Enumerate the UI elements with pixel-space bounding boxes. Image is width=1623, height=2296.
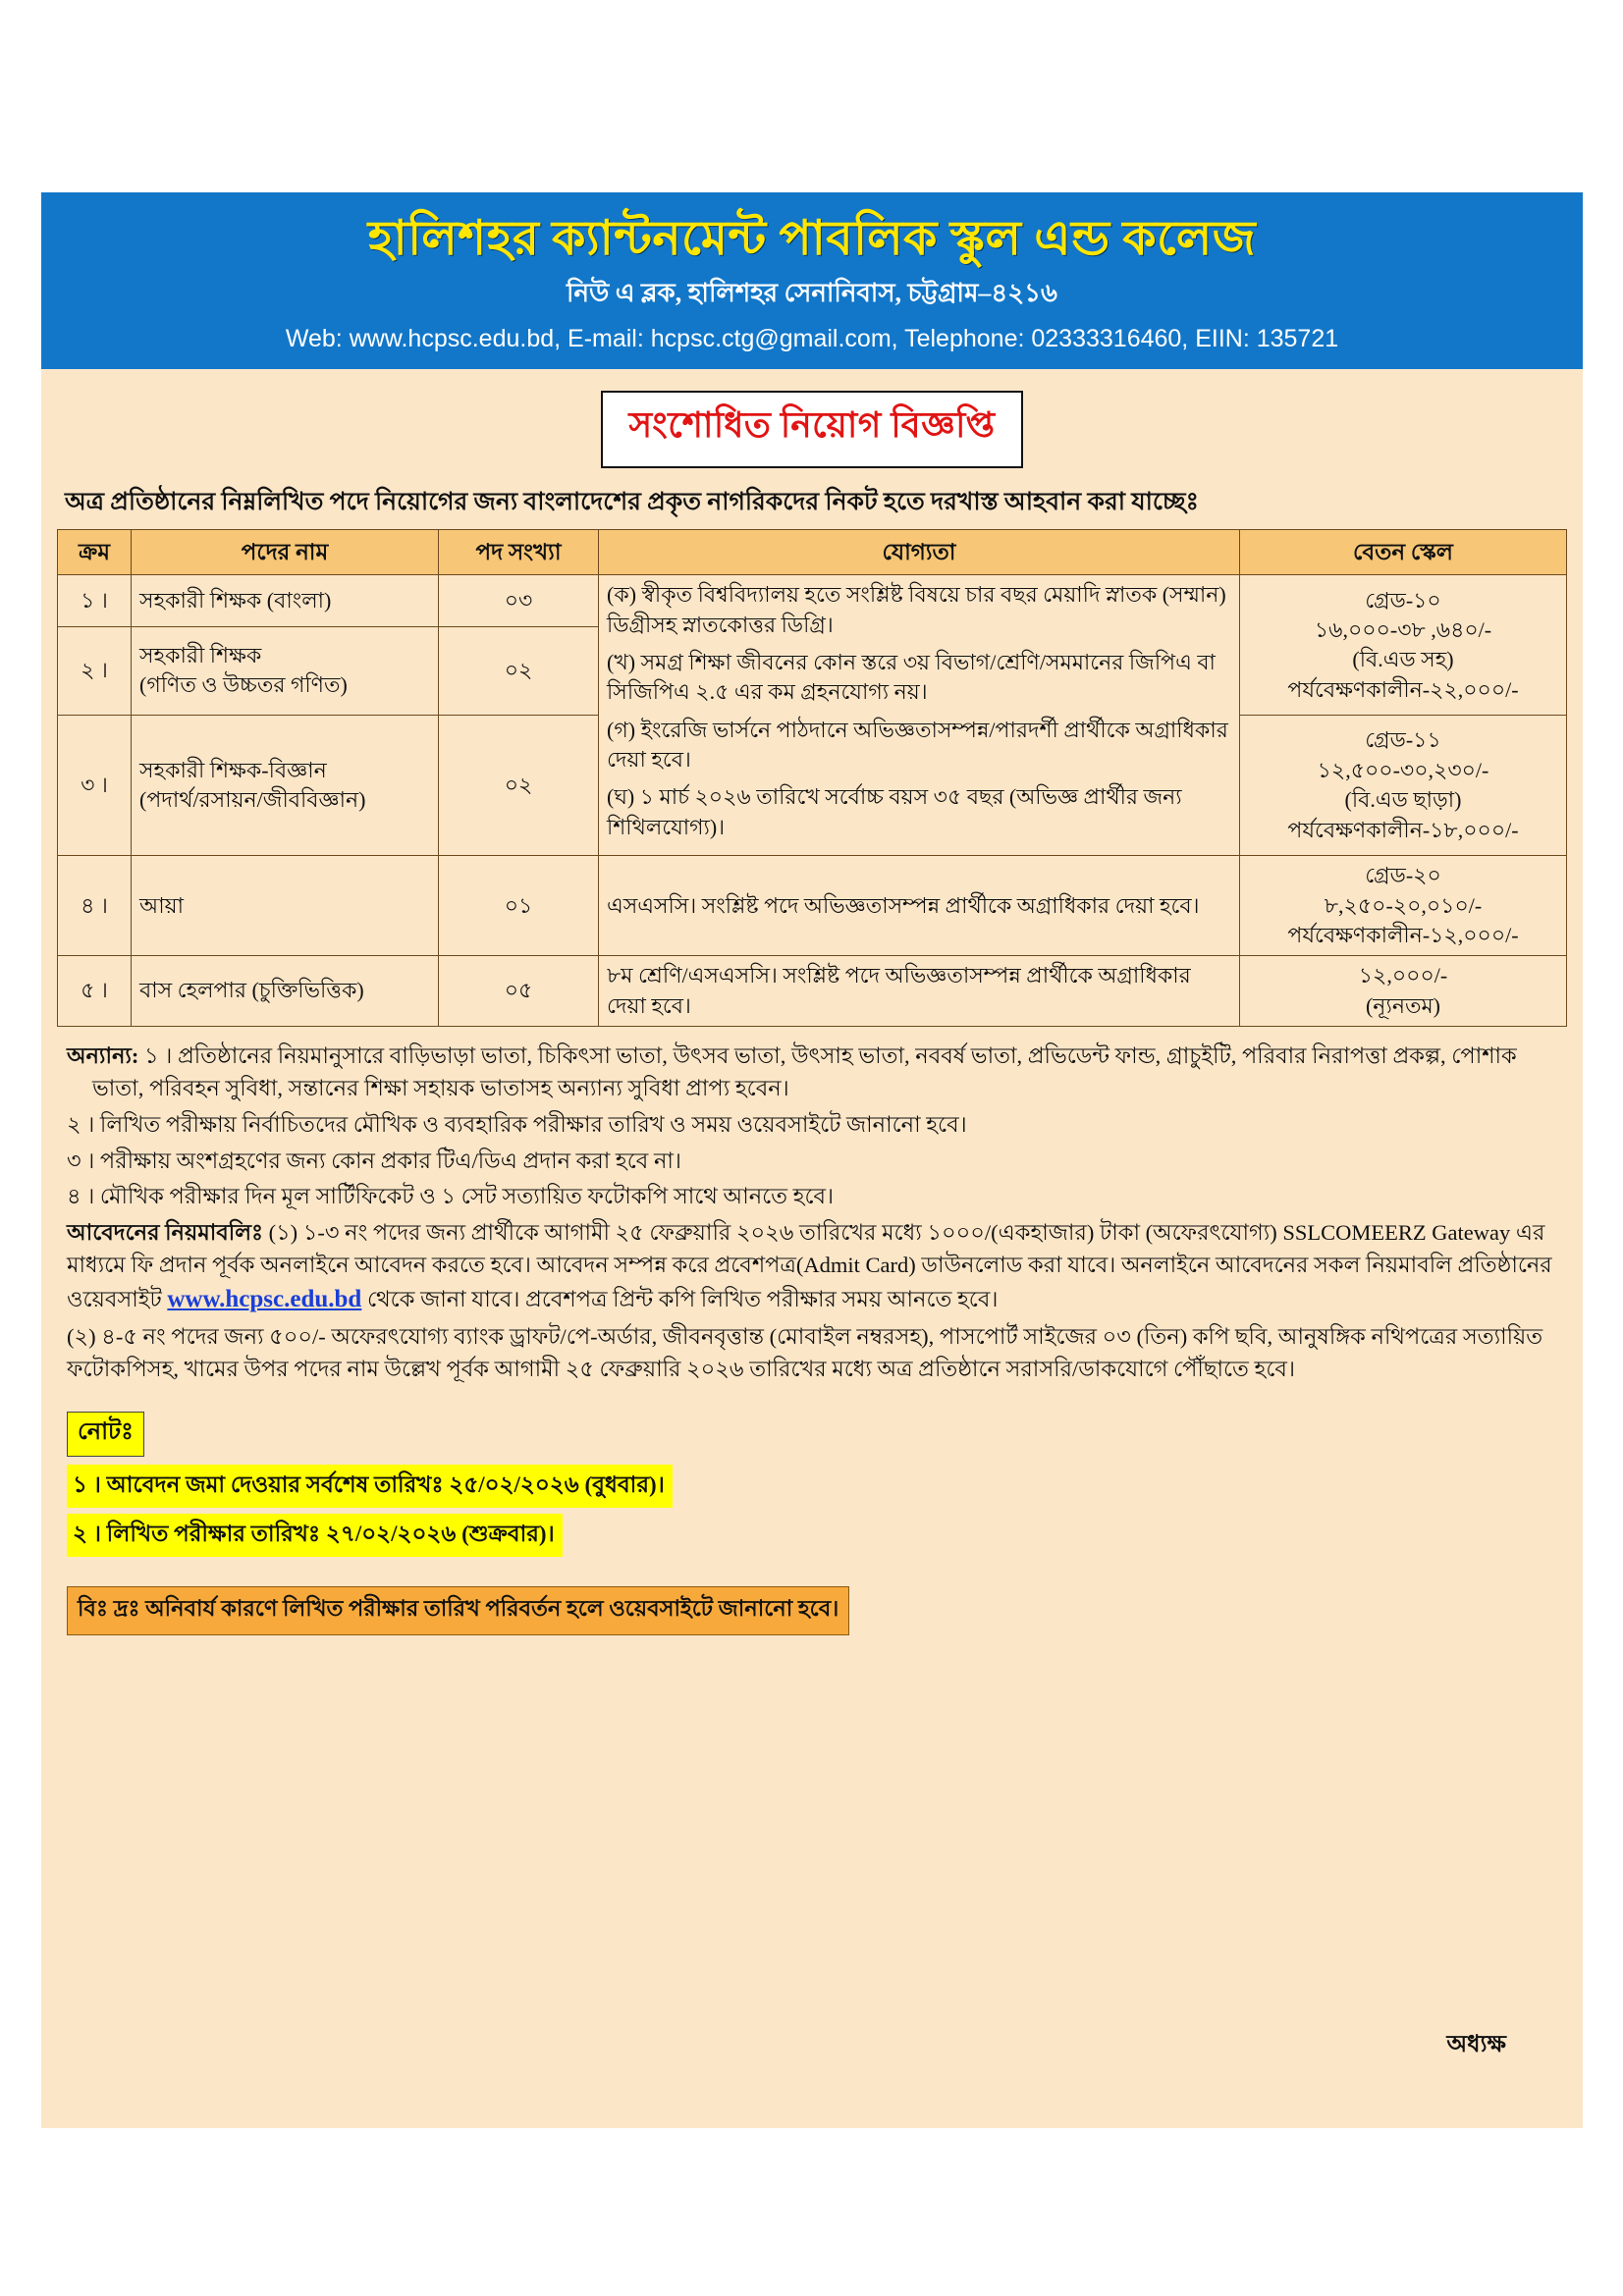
th-qualification: যোগ্যতা (599, 529, 1240, 575)
th-vacancy: পদ সংখ্যা (439, 529, 599, 575)
table-row (58, 575, 1567, 626)
cell-sl: ২ । (58, 626, 132, 716)
qual-c: (গ) ইংরেজি ভার্সনে পাঠদানে অভিজ্ঞতাসম্পন্ন/পারদর্শী প্রার্থীকে অগ্রাধিকার দেয়া হবে। (607, 717, 1228, 773)
cell-pay-group-1: গ্রেড-১০ ১৬,০০০-৩৮ ,৬৪০/- (বি.এড সহ) পর্যবেক্ষণকালীন-২২,০০০/- (1240, 575, 1567, 716)
apply-text-after: থেকে জানা যাবে। প্রবেশপত্র প্রিন্ট কপি লিখিত পরীক্ষার সময় আনতে হবে। (366, 1286, 999, 1311)
school-name: হালিশহর ক্যান্টনমেন্ট পাবলিক স্কুল এন্ড কলেজ (367, 211, 1257, 265)
cell-vacancy: ০৫ (439, 956, 599, 1027)
school-contact: Web: www.hcpsc.edu.bd, E-mail: hcpsc.ctg@gmail.com, Telephone: 02333316460, EIIN: 135721 (285, 324, 1339, 352)
th-pay: বেতন স্কেল (1240, 529, 1567, 575)
others-item-4: ৪ । মৌখিক পরীক্ষার দিন মূল সার্টিফিকেট ও ১ সেট সত্যায়িত ফটোকপি সাথে আনতে হবে। (67, 1184, 835, 1209)
apply-paragraph-2: (২) ৪-৫ নং পদের জন্য ৫০০/- অফেরৎযোগ্য ব্যাংক ড্রাফট/পে-অর্ডার, জীবনবৃত্তান্ত (মোবাইল নম্বরসহ), পাসপোর্ট সাইজের ০৩ (তিন) কপি ছবি, আনুষঙ্গিক নথিপত্রের সত্যায়িত ফটোকপিসহ, খামের উপর পদের নাম উল্লেখ পূর্বক আগামী ২৫ ফেব্রুয়ারি ২০২৬ তারিখের মধ্যে অত্র প্রতিষ্ঠানে সরাসরি/ডাকযোগে পৌঁছাতে হবে। (67, 1324, 1543, 1382)
cell-qualification: এসএসসি। সংশ্লিষ্ট পদে অভিজ্ঞতাসম্পন্ন প্রার্থীকে অগ্রাধিকার দেয়া হবে। (599, 856, 1240, 956)
notice-sheet (41, 192, 1583, 2128)
cell-post: সহকারী শিক্ষক (বাংলা) (132, 575, 439, 626)
lead-line: অত্র প্রতিষ্ঠানের নিম্নলিখিত পদে নিয়োগের জন্য বাংলাদেশের প্রকৃত নাগরিকদের নিকট হতে দরখাস্ত আহবান করা যাচ্ছেঃ (65, 488, 1199, 515)
cell-qualification-merged (599, 575, 1240, 856)
cell-post: আয়া (132, 856, 439, 956)
others-item-2: ২ । লিখিত পরীক্ষায় নির্বাচিতদের মৌখিক ও ব্যবহারিক পরীক্ষার তারিখ ও সময় ওয়েবসাইটে জানানো হবে। (67, 1111, 967, 1137)
footer-note: বিঃ দ্রঃ অনিবার্য কারণে লিখিত পরীক্ষার তারিখ পরিবর্তন হলে ওয়েবসাইটে জানানো হবে। (67, 1586, 849, 1635)
table-row (58, 856, 1567, 956)
th-post: পদের নাম (132, 529, 439, 575)
note-line-1: ১ । আবেদন জমা দেওয়ার সর্বশেষ তারিখঃ ২৫/০২/২০২৬ (বুধবার)। (67, 1465, 673, 1508)
cell-vacancy: ০২ (439, 716, 599, 856)
note-section (41, 1390, 1583, 1563)
others-label: অন্যান্য: (67, 1042, 139, 1068)
th-sl: ক্রম (58, 529, 132, 575)
others-item-3: ৩ । পরীক্ষায় অংশগ্রহণের জন্য কোন প্রকার টিএ/ডিএ প্রদান করা হবে না। (67, 1148, 681, 1173)
notice-title: সংশোধিত নিয়োগ বিজ্ঞপ্তি (601, 391, 1022, 468)
qual-b: (খ) সমগ্র শিক্ষা জীবনের কোন স্তরে ৩য় বিভাগ/শ্রেণি/সমমানের জিপিএ বা সিজিপিএ ২.৫ এর কম গ্রহনযোগ্য নয়। (607, 650, 1216, 705)
school-address: নিউ এ ব্লক, হালিশহর সেনানিবাস, চট্টগ্রাম–৪২১৬ (567, 278, 1057, 307)
cell-sl: ৫ । (58, 956, 132, 1027)
cell-pay-group-2: গ্রেড-১১ ১২,৫০০-৩০,২৩০/- (বি.এড ছাড়া) পর্যবেক্ষণকালীন-১৮,০০০/- (1240, 716, 1567, 856)
note-line-2: ২ । লিখিত পরীক্ষার তারিখঃ ২৭/০২/২০২৬ (শুক্রবার)। (67, 1514, 563, 1557)
others-item-1 (67, 1041, 1557, 1105)
signature: অধ্যক্ষ (1446, 2032, 1506, 2057)
qual-a: (ক) স্বীকৃত বিশ্ববিদ্যালয় হতে সংশ্লিষ্ট বিষয়ে চার বছর মেয়াদি স্নাতক (সম্মান) ডিগ্রীসহ স্নাতকোত্তর ডিগ্রি। (607, 582, 1226, 637)
cell-post: সহকারী শিক্ষক-বিজ্ঞান (পদার্থ/রসায়ন/জীববিজ্ঞান) (132, 716, 439, 856)
cell-sl: ৩ । (58, 716, 132, 856)
cell-vacancy: ০৩ (439, 575, 599, 626)
others-text-1: ১ । প্রতিষ্ঠানের নিয়মানুসারে বাড়িভাড়া ভাতা, চিকিৎসা ভাতা, উৎসব ভাতা, উৎসাহ ভাতা, নববর্ষ ভাতা, প্রভিডেন্ট ফান্ড, গ্রাচুইটি, পরিবার নিরাপত্তা প্রকল্প, পোশাক ভাতা, পরিবহন সুবিধা, সন্তানের শিক্ষা সহায়ক ভাতাসহ অন্যান্য সুবিধা প্রাপ্য হবেন। (92, 1042, 1517, 1100)
cell-qualification: ৮ম শ্রেণি/এসএসসি। সংশ্লিষ্ট পদে অভিজ্ঞতাসম্পন্ন প্রার্থীকে অগ্রাধিকার দেয়া হবে। (599, 956, 1240, 1027)
cell-post: সহকারী শিক্ষক (গণিত ও উচ্চতর গণিত) (132, 626, 439, 716)
cell-pay: গ্রেড-২০ ৮,২৫০-২০,০১০/- পর্যবেক্ষণকালীন-১২,০০০/- (1240, 856, 1567, 956)
apply-paragraph-1 (67, 1217, 1557, 1317)
apply-label: আবেদনের নিয়মাবলিঃ (67, 1220, 263, 1246)
notes-block (67, 1041, 1557, 1386)
table-header-row (58, 529, 1567, 575)
cell-vacancy: ০২ (439, 626, 599, 716)
cell-vacancy: ০১ (439, 856, 599, 956)
jobs-table (57, 529, 1567, 1027)
cell-sl: ৪ । (58, 856, 132, 956)
cell-pay: ১২,০০০/- (ন্যূনতম) (1240, 956, 1567, 1027)
qual-d: (ঘ) ১ মার্চ ২০২৬ তারিখে সর্বোচ্চ বয়স ৩৫ বছর (অভিজ্ঞ প্রার্থীর জন্য শিথিলযোগ্য)। (607, 784, 1182, 839)
note-label: নোটঃ (67, 1412, 144, 1457)
website-link[interactable]: www.hcpsc.edu.bd (167, 1285, 362, 1312)
header-band (41, 192, 1583, 369)
cell-sl: ১ । (58, 575, 132, 626)
cell-post: বাস হেলপার (চুক্তিভিত্তিক) (132, 956, 439, 1027)
title-wrap (41, 391, 1583, 468)
table-row (58, 956, 1567, 1027)
apply-text-before: (১) ১-৩ নং পদের জন্য প্রার্থীকে আগামী ২৫ ফেব্রুয়ারি ২০২৬ তারিখের মধ্যে ১০০০/(একহাজার) টাকা (অফেরৎযোগ্য) SSLCOMEERZ Gateway এর মাধ্যমে ফি প্রদান পূর্বক অনলাইনে আবেদন করতে হবে। আবেদন সম্পন্ন করে প্রবেশপত্র(Admit Card) ডাউনলোড করা যাবে। অনলাইনে আবেদনের সকল নিয়মাবলি প্রতিষ্ঠানের ওয়েবসাইট (67, 1220, 1552, 1311)
